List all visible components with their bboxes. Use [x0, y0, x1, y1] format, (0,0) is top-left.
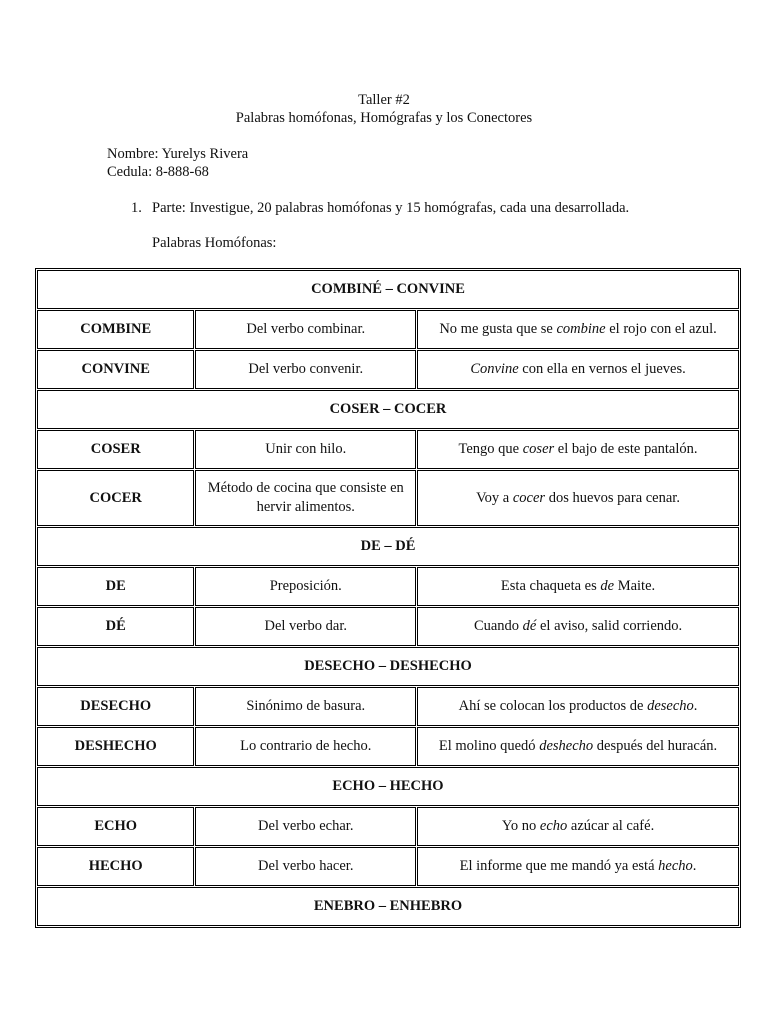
example-highlighted-word: de [600, 578, 615, 594]
meaning-cell: Lo contrario de hecho. [195, 727, 416, 766]
example-cell [417, 807, 739, 846]
word-cell: DÉ [37, 607, 194, 646]
example-cell [417, 430, 739, 469]
example-text-before: Esta chaqueta es [500, 578, 601, 594]
meaning-cell: Del verbo combinar. [195, 310, 416, 349]
table-row [37, 470, 739, 526]
example-highlighted-word: combine [556, 321, 606, 337]
table-row [37, 807, 739, 846]
group-title: ECHO – HECHO [37, 767, 739, 806]
example-cell [417, 470, 739, 526]
table-row [37, 687, 739, 726]
group-title: DESECHO – DESHECHO [37, 647, 739, 686]
table-row [37, 727, 739, 766]
group-title: COMBINÉ – CONVINE [37, 270, 739, 309]
word-cell: DE [37, 567, 194, 606]
word-cell: ECHO [37, 807, 194, 846]
instruction-line [131, 200, 629, 217]
example-highlighted-word: hecho [658, 858, 693, 874]
instruction-label: Parte: [152, 200, 186, 216]
meaning-cell: Del verbo convenir. [195, 350, 416, 389]
example-cell [417, 567, 739, 606]
group-title: COSER – COCER [37, 390, 739, 429]
example-highlighted-word: deshecho [539, 738, 594, 754]
example-highlighted-word: coser [522, 441, 555, 457]
group-header-row [37, 647, 739, 686]
word-cell: DESHECHO [37, 727, 194, 766]
example-cell [417, 310, 739, 349]
example-text-after: después del huracán. [593, 738, 718, 754]
example-text-before: El informe que me mandó ya está [459, 858, 659, 874]
example-text-after: . [692, 858, 697, 874]
homophones-table [35, 268, 741, 928]
word-cell: HECHO [37, 847, 194, 886]
example-cell [417, 727, 739, 766]
example-highlighted-word: cocer [512, 489, 546, 506]
word-cell: CONVINE [37, 350, 194, 389]
meaning-cell: Método de cocina que consiste en hervir alimentos. [195, 470, 416, 526]
group-header-row [37, 887, 739, 926]
example-text-before: Tengo que [458, 441, 523, 457]
example-text-after: Maite. [614, 578, 656, 594]
group-header-row [37, 270, 739, 309]
example-highlighted-word: desecho [647, 698, 694, 714]
example-cell [417, 687, 739, 726]
example-text-before: Cuando [473, 618, 523, 634]
word-cell: COMBINE [37, 310, 194, 349]
meaning-cell: Del verbo dar. [195, 607, 416, 646]
group-header-row [37, 390, 739, 429]
meaning-cell: Sinónimo de basura. [195, 687, 416, 726]
group-header-row [37, 767, 739, 806]
example-text-after: . [693, 698, 698, 714]
table-row [37, 607, 739, 646]
example-text-before: Yo no [501, 818, 540, 834]
meaning-cell: Del verbo echar. [195, 807, 416, 846]
example-highlighted-word: echo [539, 818, 568, 834]
example-text-after: el aviso, salid corriendo. [536, 618, 683, 634]
student-id: Cedula: 8-888-68 [107, 164, 209, 180]
table-row [37, 350, 739, 389]
word-cell: DESECHO [37, 687, 194, 726]
meaning-cell: Unir con hilo. [195, 430, 416, 469]
group-title: DE – DÉ [37, 527, 739, 566]
word-cell: COCER [37, 470, 194, 526]
meaning-cell: Del verbo hacer. [195, 847, 416, 886]
table-row [37, 310, 739, 349]
example-highlighted-word: dé [522, 618, 537, 634]
example-text-after: el rojo con el azul. [605, 321, 717, 337]
example-text-before: El molino quedó [438, 738, 540, 754]
table-row [37, 430, 739, 469]
example-cell [417, 350, 739, 389]
example-text-after: el bajo de este pantalón. [554, 441, 698, 457]
group-title: ENEBRO – ENHEBRO [37, 887, 739, 926]
group-header-row [37, 527, 739, 566]
example-cell [417, 607, 739, 646]
homophones-table-container [35, 268, 741, 928]
section-heading: Palabras Homófonas: [152, 235, 277, 251]
student-name: Nombre: Yurelys Rivera [107, 146, 249, 162]
word-cell: COSER [37, 430, 194, 469]
table-row [37, 567, 739, 606]
example-text-after: dos huevos para cenar. [545, 489, 680, 506]
example-highlighted-word: Convine [470, 361, 519, 377]
example-text-before: Ahí se colocan los productos de [458, 698, 648, 714]
example-text-after: con ella en vernos el jueves. [518, 361, 686, 377]
meaning-cell: Preposición. [195, 567, 416, 606]
document-title: Taller #2 [358, 92, 410, 108]
instruction-number: 1. [131, 200, 142, 216]
instruction-text: Investigue, 20 palabras homófonas y 15 homógrafas, cada una desarrollada. [185, 200, 630, 216]
example-cell [417, 847, 739, 886]
example-text-after: azúcar al café. [567, 818, 655, 834]
example-text-before: Voy a [476, 489, 513, 506]
table-row [37, 847, 739, 886]
document-subtitle: Palabras homófonas, Homógrafas y los Conectores [235, 110, 533, 126]
example-text-before: No me gusta que se [439, 321, 557, 337]
